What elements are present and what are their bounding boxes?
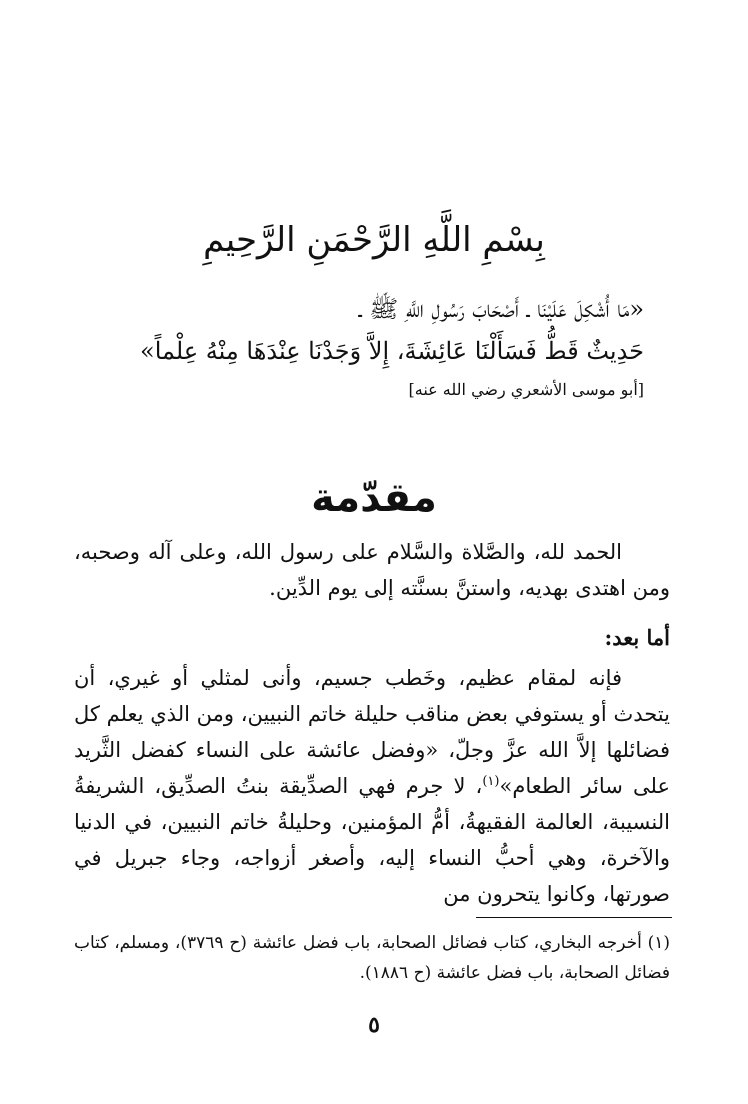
paragraph-text-after-ref: ، لا جرم فهي الصدِّيقة بنتُ الصدِّيق، الشريفةُ النسيبة، العالمة الفقيهةُ، أمُّ المؤمنين، وحليلةُ خاتم النبيين، في الدنيا والآخرة، وهي أحبُّ النساء إليه، وأصغر أزواجه، وجاء جبريل في صورتها، وكانوا يتحرون من [74,774,670,906]
quote-attribution: [أبو موسى الأشعري رضي الله عنه] [408,380,644,399]
main-text [74,534,670,912]
footnote-separator [476,917,672,918]
quote-line-1: «مَا أُشْكِلَ عَلَيْنَا ـ أَصْحَابَ رَسُولِ اللَّهِ ﷺ ـ [358,295,644,323]
intro-paragraph: الحمد لله، والصَّلاة والسَّلام على رسول الله، وعلى آله وصحبه، ومن اهتدى بهديه، واستنَّ بسنَّته إلى يوم الدِّين. [74,540,670,600]
page-number: ٥ [368,1012,380,1038]
chapter-heading: مقدّمة [311,475,437,521]
body-paragraph [74,660,670,912]
footnote-text: (١) أخرجه البخاري، كتاب فضائل الصحابة، باب فضل عائشة (ح ٣٧٦٩)، ومسلم، كتاب فضائل الصحابة، باب فضل عائشة (ح ١٨٨٦). [74,933,671,983]
section-subheading: أما بعد: [604,625,670,650]
basmala-calligraphy: بِسْمِ اللَّهِ الرَّحْمَنِ الرَّحِيمِ [203,220,545,260]
opening-quote [140,288,644,372]
paragraph-text-before-ref: فإنه لمقام عظيم، وخَطب جسيم، وأنى لمثلي أو غيري، أن يتحدث أو يستوفي بعض مناقب حليلة خاتم النبيين، ومن الذي يعلم كل فضائلها إلاَّ الله عزَّ وجلّ، «وفضل عائشة على النساء كفضل الثَّريد على سائر الطعام» [74,666,670,798]
footnote-block [74,928,670,988]
footnote-reference[interactable]: (١) [482,774,500,789]
quote-line-2: حَدِيثٌ قَطُّ فَسَأَلْنَا عَائِشَةَ، إِلاَّ وَجَدْنَا عِنْدَهَا مِنْهُ عِلْماً» [140,337,644,365]
